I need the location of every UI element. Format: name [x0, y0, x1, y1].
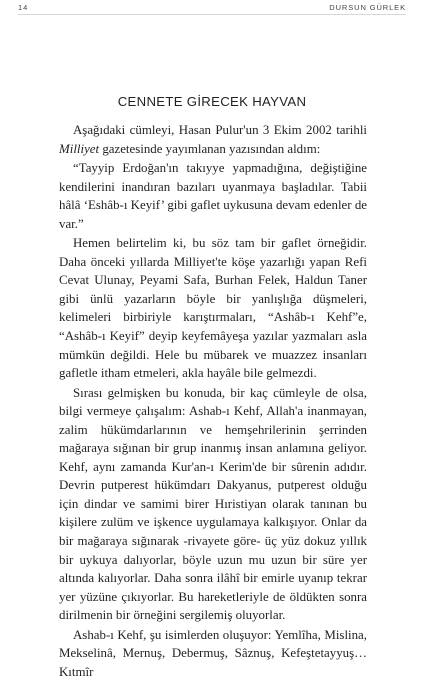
paragraph-5: Ashab-ı Kehf, şu isimlerden oluşuyor: Yemlîha, Mislina, Mekselinâ, Mernuş, Debermuş, Sâznuş, Kefeştetayyuş… Kıtmîr — [59, 627, 367, 679]
paragraph-1-text-end: gazetesinde yayımlanan yazısından aldım: — [99, 141, 321, 156]
paragraph-2-quote: “Tayyip Erdoğan'ın takıyye yapmadığına, değiştiğine kendilerini inandıran bazıları uyanmaya başladılar. Tabii hâlâ ‘Eshâb-ı Keyif’ gibi gaflet uykusuna devam edenler de var.” — [59, 161, 367, 231]
chapter-title: CENNETE GİRECEK HAYVAN — [117, 94, 307, 109]
body-text — [59, 121, 367, 682]
newspaper-name: Milliyet — [59, 141, 100, 156]
paragraph-1-text-start: Aşağıdaki cümleyi, Hasan Pulur'un 3 Ekim 2002 tarihli — [73, 123, 367, 137]
running-head — [18, 2, 406, 15]
running-head-author: DURSUN GÜRLEK — [329, 3, 406, 12]
page-number: 14 — [18, 3, 29, 12]
paragraph-3: Hemen belirtelim ki, bu söz tam bir gaflet örneğidir. Daha önceki yıllarda Milliyet'te köşe yazarlığı yapan Refi Cevat Ulunay, Peyami Safa, Burhan Felek, Haldun Taner gibi ünlü yazarların böyle bir yanlışlığa düşmeleri, kelimeleri birbiriyle karıştırmaları, “Ashâb-ı Kehf”e, “Ashâb-ı Keyif” deyip keyfemâyeşa yazılar yazmaları asla mümkün değildi. Hele bu mübarek ve muazzez insanları gafletle itham etmeleri, akla hayâle bile gelmezdi. — [59, 236, 367, 381]
paragraph-4: Sırası gelmişken bu konuda, bir kaç cümleyle de olsa, bilgi vermeye çalışalım: Ashab-ı Kehf, Allah'a inanmayan, zalim hükümdarlarının ve hemşehrilerinin şerrinden mağaraya sığınan bir grup inanmış insan anlamına geliyor. Kehf, aynı zamanda Kur'an-ı Kerim'de bir sûrenin adıdır. Devrin putperest hükümdarı Dakyanus, putperest olduğu için dindar ve samimi birer Hıristiyan olarak tanınan bu kişilere zulüm ve işkence uygulamaya kalkışıyor. Onlar da bir mağaraya sığınarak -rivayete göre- üç yüz dokuz yıllık bir uykuya dalıyorlar, böyle uzun mu uzun bir süre yer altında kalıyorlar. Daha sonra ilâhî bir emirle uyanıp tekrar yer yüzüne çıkıyorlar. Bu hareketleriyle de öldükten sonra dirilmenin bir örneğini sergilemiş oluyorlar. — [59, 385, 367, 623]
paragraph-1 — [59, 121, 367, 158]
